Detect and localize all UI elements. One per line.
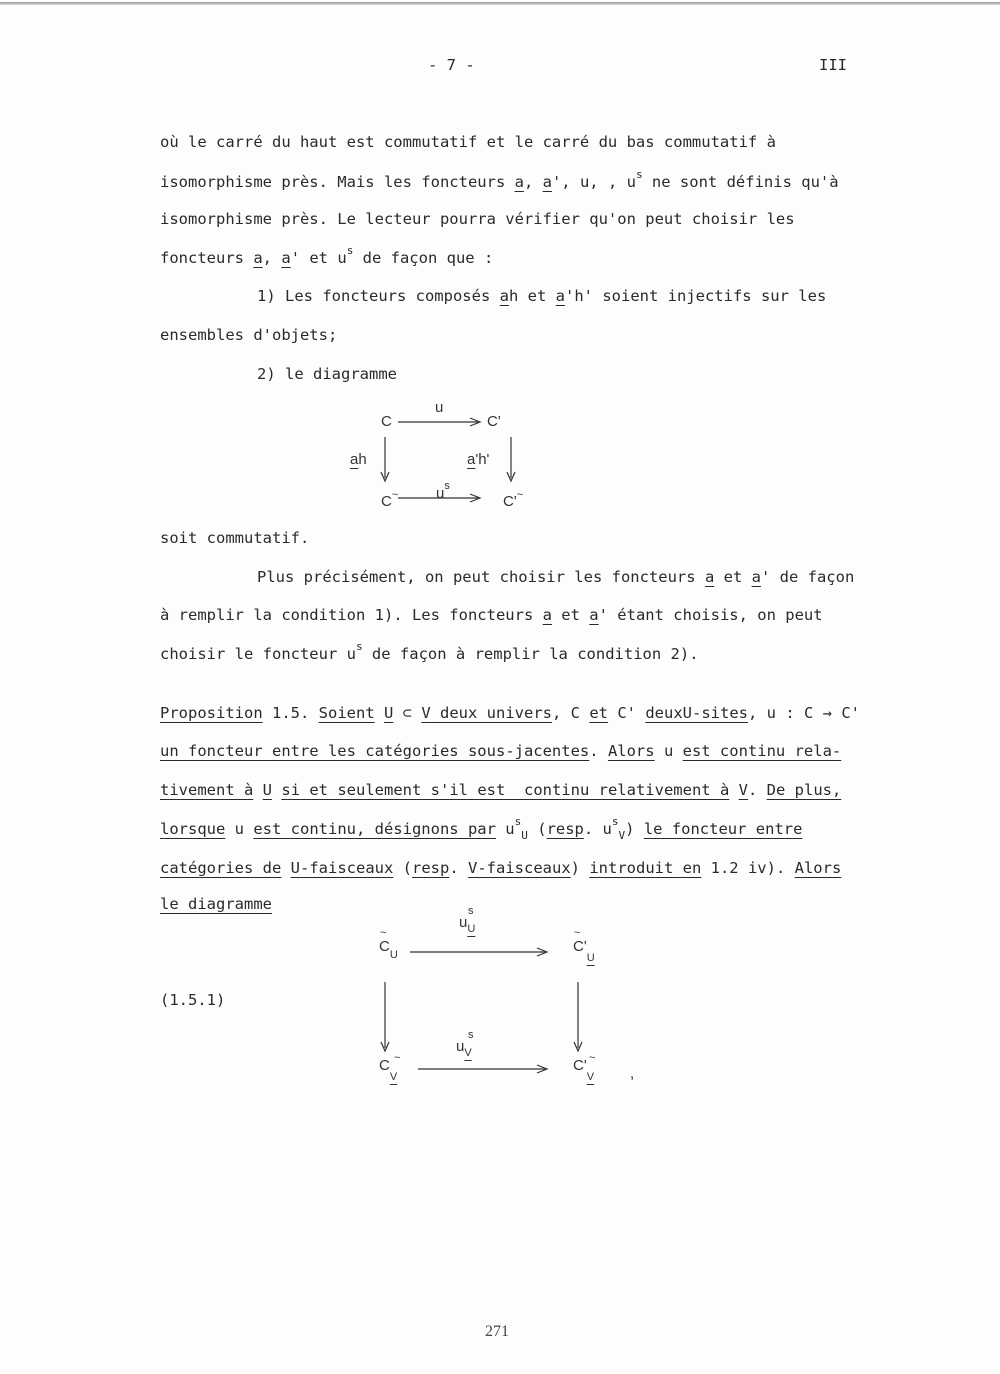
proposition-line4: lorsque u est continu, désignons par $u^s_U$ (resp. $u^s_V$) le foncteur entre: [160, 815, 803, 842]
diagram1-left-label: ah: [350, 451, 367, 468]
proposition-line5: catégories de U-faisceaux (resp. V-faisceaux) introduit en 1.2 iv). Alors: [160, 859, 842, 877]
paragraph2-line2: Plus précisément, on peut choisir les foncteurs a et a' de façon: [257, 568, 855, 586]
chapter-marker: III: [819, 56, 847, 74]
page-marker: - 7 -: [428, 56, 475, 74]
proposition-line6: le diagramme: [160, 895, 272, 913]
condition-2: 2) le diagramme: [257, 365, 397, 383]
condition-1-continuation: ensembles d'objets;: [160, 326, 338, 344]
diagram1-bottom-arrow-label: $u^s$: [436, 480, 450, 502]
diagram2-bottom-arrow-label: u s $_V$: [456, 1029, 474, 1059]
diagram2-bottom-right: C' ~ $_V$: [573, 1052, 596, 1083]
paragraph1-line4: foncteurs a, a' et $u^s$ de façon que :: [160, 244, 494, 267]
condition-1: 1) Les foncteurs composés ah et a'h' soient injectifs sur les: [257, 287, 827, 305]
diagram1-top-left: C: [381, 413, 392, 430]
proposition-label: Proposition: [160, 704, 263, 722]
proposition-line1: Proposition 1.5. Soient U ⊂ V deux univers, C et C' deuxU-sites, u : C → C': [160, 704, 860, 722]
diagram1-top-arrow-label: u: [435, 399, 444, 416]
diagram1-bottom-right: C'~: [503, 489, 524, 510]
diagram2-top-arrow-label: u s $_U$: [459, 905, 476, 935]
paragraph1-line2: isomorphisme près. Mais les foncteurs a, a', u, , $u^s$ ne sont définis qu'à: [160, 168, 839, 191]
proposition-line3: tivement à U si et seulement s'il est continu relativement à V. De plus,: [160, 781, 842, 799]
diagram2-top-left: ~ $C_U$: [379, 927, 398, 961]
paragraph1-line1: où le carré du haut est commutatif et le carré du bas commutatif à: [160, 133, 776, 151]
equation-label: (1.5.1): [160, 991, 226, 1009]
paragraph2-line3: à remplir la condition 1). Les foncteurs a et a' étant choisis, on peut: [160, 606, 823, 624]
diagram1-bottom-left: C~: [381, 489, 399, 510]
page-number: 271: [485, 1323, 509, 1340]
diagram2-top-right: ~ $C'_U$: [573, 927, 595, 964]
paragraph2-line1: soit commutatif.: [160, 529, 310, 547]
diagram2-trailing-comma: ,: [630, 1065, 635, 1082]
paragraph2-line4: choisir le foncteur $u^s$ de façon à remplir la condition 2).: [160, 640, 699, 663]
diagram1-right-label: a'h': [467, 451, 490, 468]
proposition-line2: un foncteur entre les catégories sous-jacentes. Alors u est continu rela-: [160, 742, 842, 760]
diagram1-top-right: C': [487, 413, 501, 430]
diagram2-bottom-left: C ~ $_V$: [379, 1052, 401, 1083]
paragraph1-line3: isomorphisme près. Le lecteur pourra vérifier qu'on peut choisir les: [160, 210, 795, 228]
